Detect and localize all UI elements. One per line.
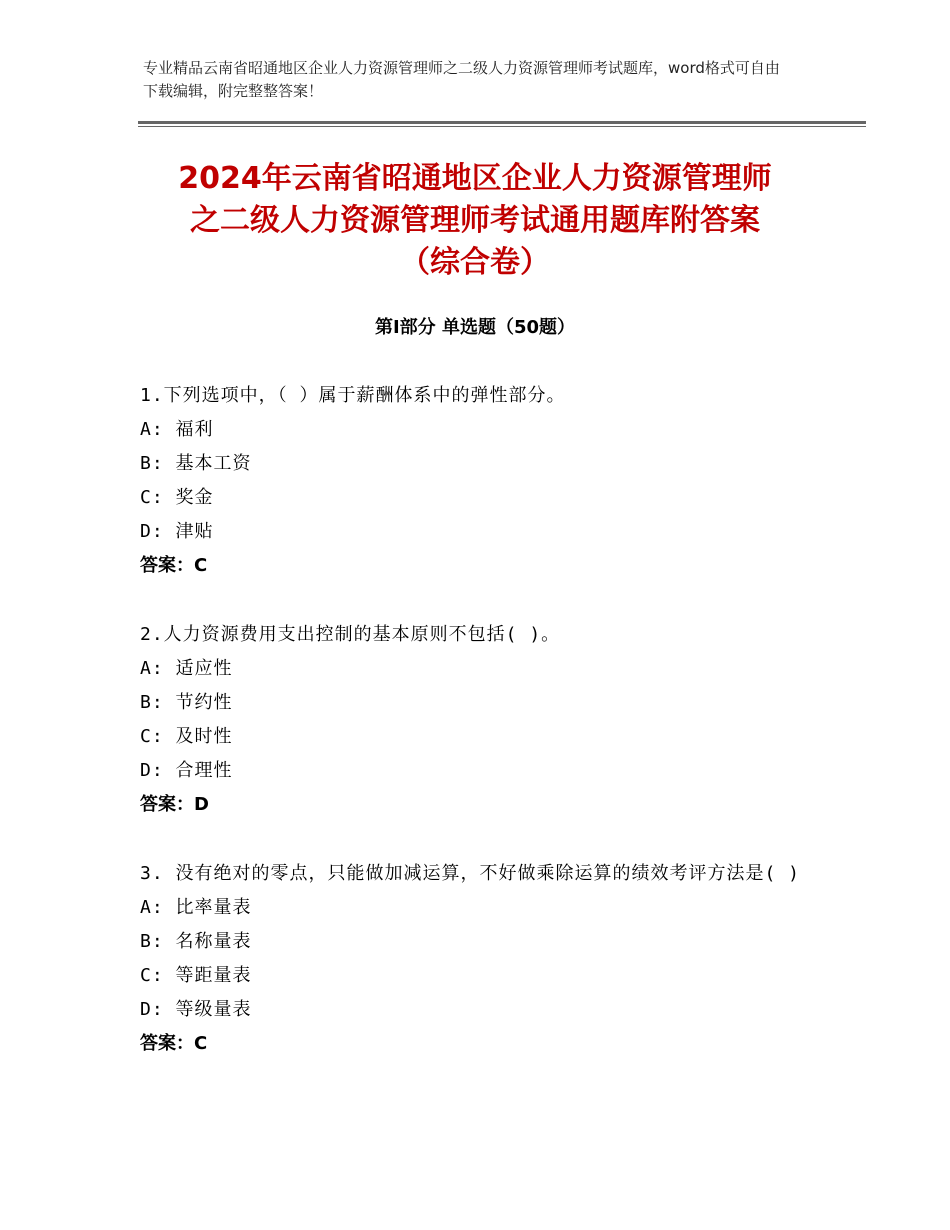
header-note: 专业精品云南省昭通地区企业人力资源管理师之二级人力资源管理师考试题库，word格式可自由下载编辑，附完整整答案！ (143, 59, 780, 100)
document-title (120, 158, 830, 284)
option-b: B: 基本工资 (140, 453, 252, 474)
answer: 答案：C (140, 555, 208, 576)
question-stem: 1.下列选项中，（ ）属于薪酬体系中的弹性部分。 (140, 385, 566, 406)
question-stem: 2.人力资源费用支出控制的基本原则不包括( )。 (140, 624, 561, 645)
option-b: B: 名称量表 (140, 931, 252, 952)
option-a: A: 比率量表 (140, 897, 252, 918)
section-heading: 第Ⅰ部分 单选题（50题） (374, 317, 575, 338)
document-title-line-1: 2024年云南省昭通地区企业人力资源管理师 (178, 161, 772, 196)
option-c: C: 奖金 (140, 487, 214, 508)
question-3 (140, 857, 820, 1061)
option-d: D: 津贴 (140, 521, 214, 542)
answer: 答案：D (140, 794, 209, 815)
option-c: C: 等距量表 (140, 965, 252, 986)
question-stem: 3. 没有绝对的零点，只能做加减运算，不好做乘除运算的绩效考评方法是( ) (140, 863, 801, 884)
header-divider-thin (138, 126, 866, 127)
question-1 (140, 379, 820, 583)
option-a: A: 福利 (140, 419, 214, 440)
document-title-line-2: 之二级人力资源管理师考试通用题库附答案 (190, 203, 760, 238)
answer: 答案：C (140, 1033, 208, 1054)
option-d: D: 等级量表 (140, 999, 252, 1020)
option-d: D: 合理性 (140, 760, 233, 781)
option-a: A: 适应性 (140, 658, 233, 679)
document-title-line-3: （综合卷） (400, 245, 550, 280)
question-2 (140, 618, 820, 822)
option-c: C: 及时性 (140, 726, 233, 747)
header-divider-thick (138, 121, 866, 124)
option-b: B: 节约性 (140, 692, 233, 713)
